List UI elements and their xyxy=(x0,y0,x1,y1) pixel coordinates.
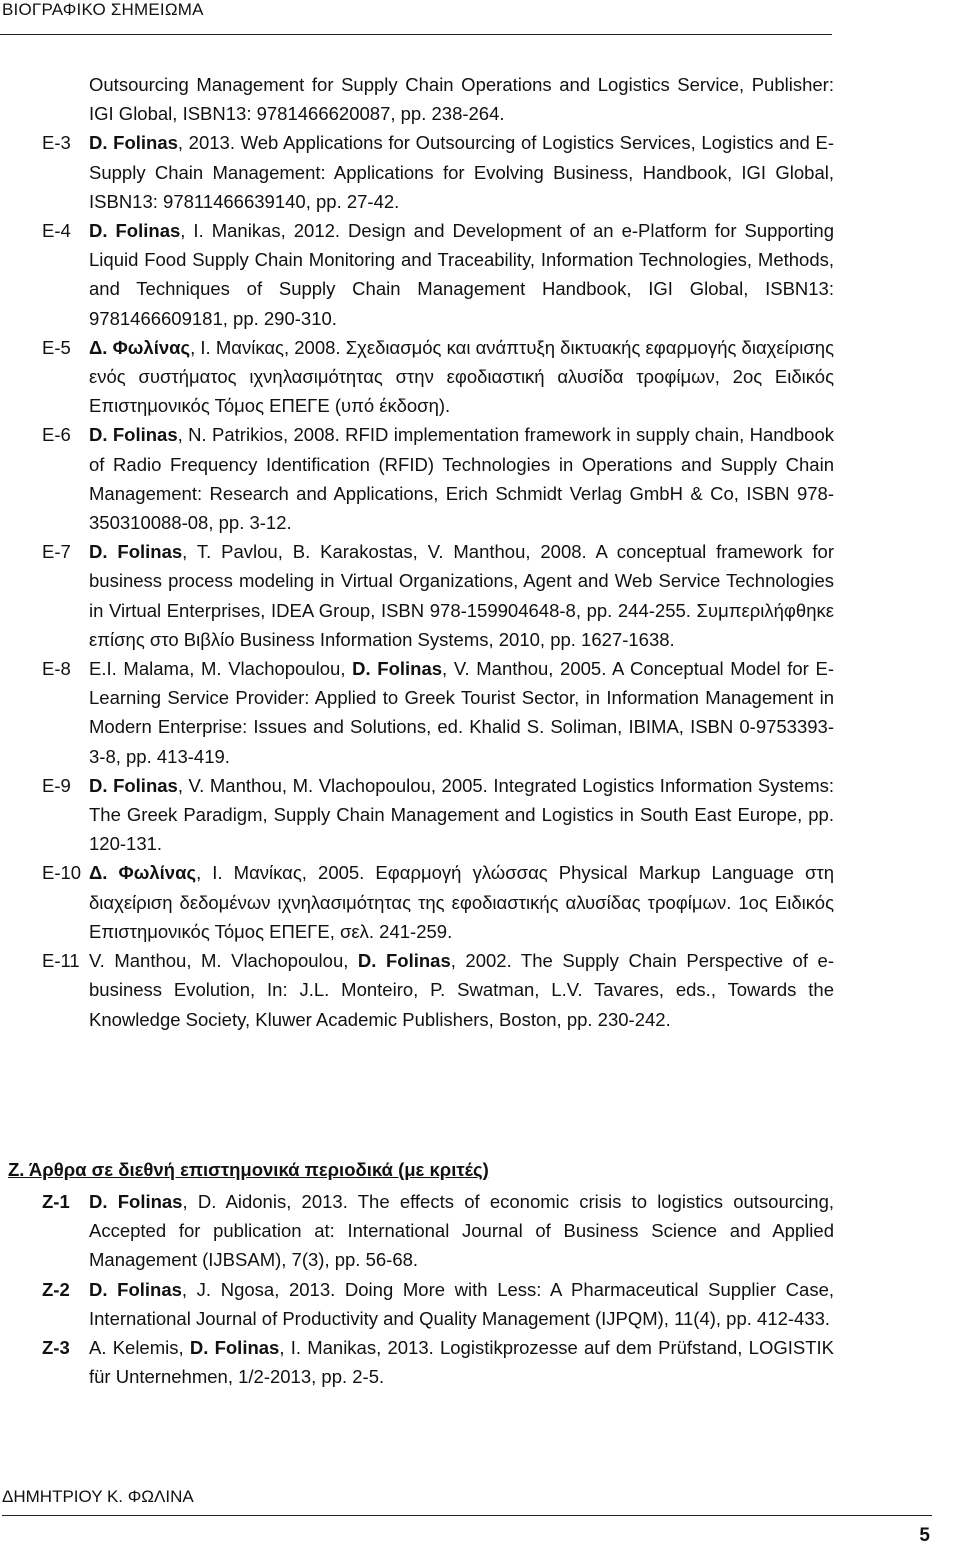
entry-author-bold: D. Folinas xyxy=(89,132,178,154)
entry-label: E-6 xyxy=(42,424,71,446)
entry-text: , Ι. Μανίκας, 2005. Εφαρμογή γλώσσας Physical Markup Language στη διαχείριση δεδομένων ιχνηλασιμότητας της εφοδιαστικής αλυσίδας τροφίμων. 1ος Ειδικός Επιστημονικός Τόμος ΕΠΕΓΕ, σελ. 241-259. xyxy=(89,862,834,942)
entry-author-bold: D. Folinas xyxy=(89,220,181,242)
publication-entry xyxy=(42,537,834,654)
entry-author-bold: D. Folinas xyxy=(89,774,178,796)
publication-entry xyxy=(42,1275,834,1333)
entry-text: , V. Manthou, M. Vlachopoulou, 2005. Integrated Logistics Information Systems: The Greek Paradigm, Supply Chain Management and Logistics in South East Europe, pp. 120-131. xyxy=(89,774,834,855)
entry-author-bold: D. Folinas xyxy=(89,1191,183,1212)
entry-author-bold: D. Folinas xyxy=(352,658,443,680)
publication-list-e xyxy=(42,70,834,1034)
publication-entry xyxy=(42,128,834,216)
entry-text: V. Manthou, M. Vlachopoulou, xyxy=(89,950,358,972)
entry-label: E-10 xyxy=(42,862,82,884)
entry-text: , I. Manikas, 2012. Design and Development of an e-Platform for Supporting Liquid Food Supply Chain Monitoring and Traceability, Information Technologies, Methods, and Techniques of Supply Chain Management Handbook, IGI Global, ISBN13: 9781466609181, pp. 290-310. xyxy=(89,220,834,329)
running-header-title: ΒΙΟΓΡΑΦΙΚΟ ΣΗΜΕΙΩΜΑ xyxy=(2,0,204,19)
header-rule xyxy=(0,34,832,35)
entry-text: A. Kelemis, xyxy=(89,1337,190,1359)
entry-author-bold: D. Folinas xyxy=(189,1337,280,1359)
entry-text: E.I. Malama, M. Vlachopoulou, xyxy=(89,658,353,680)
entry-text: , 2002. The Supply Chain Perspective of e-business Evolution, In: J.L. Monteiro, P. Swatman, L.V. Tavares, eds., Towards the Knowledge Society, Kluwer Academic Publishers, Boston, pp. 230-242. xyxy=(89,950,834,1030)
publication-entry xyxy=(42,946,834,1034)
entry-text: , D. Aidonis, 2013. The effects of economic crisis to logistics outsourcing, Accepted for publication at: International Journal of Business Science and Applied Management (IJBSAM), 7(3), pp. 56-68. xyxy=(89,1191,834,1271)
entry-text: , N. Patrikios, 2008. RFID implementation framework in supply chain, Handbook of Radio Frequency Identification (RFID) Technologies in Operations and Supply Chain Management: Research and Applications, Erich Schmidt Verlag GmbH & Co, ISBN 978-350310088-08, pp. 3-12. xyxy=(89,424,834,534)
footer-rule xyxy=(2,1515,932,1516)
entry-label: E-9 xyxy=(42,774,71,796)
entry-text: , T. Pavlou, B. Karakostas, V. Manthou, 2008. A conceptual framework for business process modeling in Virtual Organizations, Agent and Web Service Technologies in Virtual Enterprises, IDEA Group, ISBN 978-159904648-8, pp. 244-255. Συμπεριλήφθηκε επίσης στο Βιβλίο Business Information Systems, 2010, pp. 1627-1638. xyxy=(89,541,834,650)
entry-author-bold: D. Folinas xyxy=(357,950,451,972)
publication-entry xyxy=(42,1187,834,1275)
entry-text: , V. Manthou, 2005. A Conceptual Model for E-Learning Service Provider: Applied to Greek Tourist Sector, in Information Management in Modern Enterprise: Issues and Solutions, ed. Khalid S. Soliman, IBIMA, ISBN 0-9753393-3-8, pp. 413-419. xyxy=(89,658,834,767)
entry-label: Z-2 xyxy=(42,1278,70,1300)
entry-author-bold: Δ. Φωλίνας xyxy=(89,336,191,358)
publication-entry xyxy=(42,1333,834,1391)
entry-text: , Ι. Μανίκας, 2008. Σχεδιασμός και ανάπτυξη δικτυακής εφαρμογής διαχείρισης ενός συστήματος ιχνηλασιμότητας στην εφοδιαστική αλυσίδα τροφίμων, 2ος Ειδικός Επιστημονικός Τόμος ΕΠΕΓΕ (υπό έκδοση). xyxy=(89,336,834,417)
publication-entry xyxy=(42,216,834,333)
entry-text: Outsourcing Management for Supply Chain Operations and Logistics Service, Publisher: IGI Global, ISBN13: 9781466620087, pp. 238-264. xyxy=(89,74,834,125)
publication-entry xyxy=(42,70,834,128)
entry-label: E-3 xyxy=(42,132,71,154)
entry-label: E-7 xyxy=(42,541,71,563)
publication-list-z xyxy=(42,1187,834,1391)
entry-label: E-11 xyxy=(42,950,80,972)
publication-entry xyxy=(42,333,834,421)
entry-text: , J. Ngosa, 2013. Doing More with Less: A Pharmaceutical Supplier Case, International Journal of Productivity and Quality Management (IJPQM), 11(4), pp. 412-433. xyxy=(89,1278,834,1329)
page-number: 5 xyxy=(919,1525,930,1546)
entry-label: E-8 xyxy=(42,658,71,680)
entry-text: , I. Manikas, 2013. Logistikprozesse auf dem Prüfstand, LOGISTIK für Unternehmen, 1/2-2013, pp. 2-5. xyxy=(89,1337,834,1388)
entry-label: Z-3 xyxy=(42,1337,70,1359)
publication-entry xyxy=(42,654,834,771)
entry-author-bold: D. Folinas xyxy=(89,541,183,563)
entry-label: E-5 xyxy=(42,336,71,358)
footer-author-name: ΔΗΜΗΤΡΙΟΥ Κ. ΦΩΛΙΝΑ xyxy=(2,1487,194,1506)
entry-author-bold: D. Folinas xyxy=(89,1278,182,1300)
publication-entry xyxy=(42,420,834,537)
section-z-title: Ζ. Άρθρα σε διεθνή επιστημονικά περιοδικά (με κριτές) xyxy=(8,1159,489,1180)
publication-entry xyxy=(42,858,834,946)
entry-label: Z-1 xyxy=(42,1191,70,1212)
entry-author-bold: Δ. Φωλίνας xyxy=(89,862,197,884)
publication-entry xyxy=(42,771,834,859)
entry-author-bold: D. Folinas xyxy=(89,424,178,446)
entry-label: E-4 xyxy=(42,220,71,242)
entry-text: , 2013. Web Applications for Outsourcing of Logistics Services, Logistics and E-Supply Chain Management: Applications for Evolving Business, Handbook, IGI Global, ISBN13: 97811466639140, pp. 27-42. xyxy=(89,132,834,212)
